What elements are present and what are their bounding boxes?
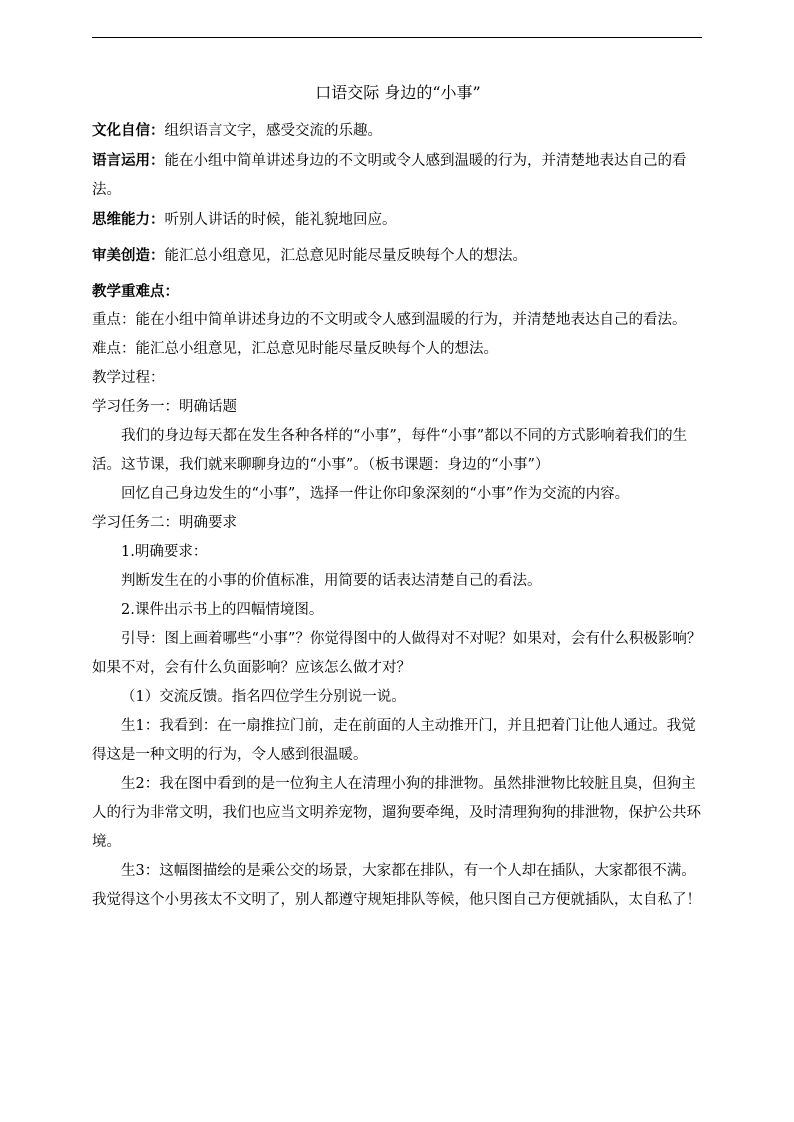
objective-text: 组织语言文字，感受交流的乐趣。 <box>164 123 382 139</box>
key-points-heading: 教学重难点： <box>92 283 179 300</box>
header-rule <box>92 37 702 38</box>
task1-paragraph-1: 我们的身边每天都在发生各种各样的“小事”，每件“小事”都以不同的方式影响着我们的生活。这节课，我们就来聊聊身边的“小事”。（板书课题：身边的“小事”） <box>92 428 688 473</box>
task1-paragraph-2: 回忆自己身边发生的“小事”，选择一件让你印象深刻的“小事”作为交流的内容。 <box>121 486 630 502</box>
guide-paragraph: 引导：图上画着哪些“小事”？你觉得图中的人做得对不对呢？如果对，会有什么积极影响？如果不对，会有什么负面影响？应该怎么做才对？ <box>92 631 702 676</box>
task2-heading: 学习任务二：明确要求 <box>92 515 237 531</box>
document-body <box>92 82 704 915</box>
objective-label: 文化自信： <box>92 122 165 139</box>
objective-text: 能在小组中简单讲述身边的不文明或令人感到温暖的行为，并清楚地表达自己的看法。 <box>92 153 687 198</box>
objective-aesthetic <box>92 241 704 271</box>
key-point: 重点：能在小组中简单讲述身边的不文明或令人感到温暖的行为，并清楚地表达自己的看法。 <box>92 312 687 328</box>
student-2-answer: 生2：我在图中看到的是一位狗主人在清理小狗的排泄物。虽然排泄物比较脏且臭，但狗主人的行为非常文明，我们也应当文明养宠物，遛狗要牵绳，及时清理狗狗的排泄物，保护公共环境。 <box>92 776 701 850</box>
feedback-paragraph: （1）交流反馈。指名四位学生分别说一说。 <box>121 689 406 705</box>
student-3-answer: 生3：这幅图描绘的是乘公交的场景，大家都在排队，有一个人却在插队，大家都很不满。我觉得这个小男孩太不文明了，别人都遵守规矩排队等候，他只图自己方便就插队，太自私了！ <box>92 863 701 908</box>
objective-culture <box>92 116 704 146</box>
requirement-2-title: 2.课件出示书上的四幅情境图。 <box>121 602 324 618</box>
requirement-1-text: 判断发生在的小事的价值标准，用简要的话表达清楚自己的看法。 <box>121 573 542 589</box>
objective-label: 思维能力： <box>92 211 165 228</box>
objective-thinking <box>92 205 704 235</box>
objective-text: 听别人讲话的时候，能礼貌地回应。 <box>164 212 397 228</box>
student-1-answer: 生1：我看到：在一扇推拉门前，走在前面的人主动推开门，并且把着门让他人通过。我觉得这是一种文明的行为，令人感到很温暖。 <box>92 718 696 763</box>
document-title: 口语交际 身边的“小事” <box>315 83 481 102</box>
objective-label: 语言运用： <box>92 152 165 169</box>
process-heading: 教学过程： <box>92 370 165 386</box>
objective-label: 审美创造： <box>92 247 165 264</box>
task1-heading: 学习任务一：明确话题 <box>92 399 237 415</box>
requirement-1-title: 1.明确要求： <box>121 544 208 560</box>
objective-language <box>92 146 704 205</box>
difficult-point: 难点：能汇总小组意见，汇总意见时能尽量反映每个人的想法。 <box>92 341 498 357</box>
objective-text: 能汇总小组意见，汇总意见时能尽量反映每个人的想法。 <box>164 248 527 264</box>
